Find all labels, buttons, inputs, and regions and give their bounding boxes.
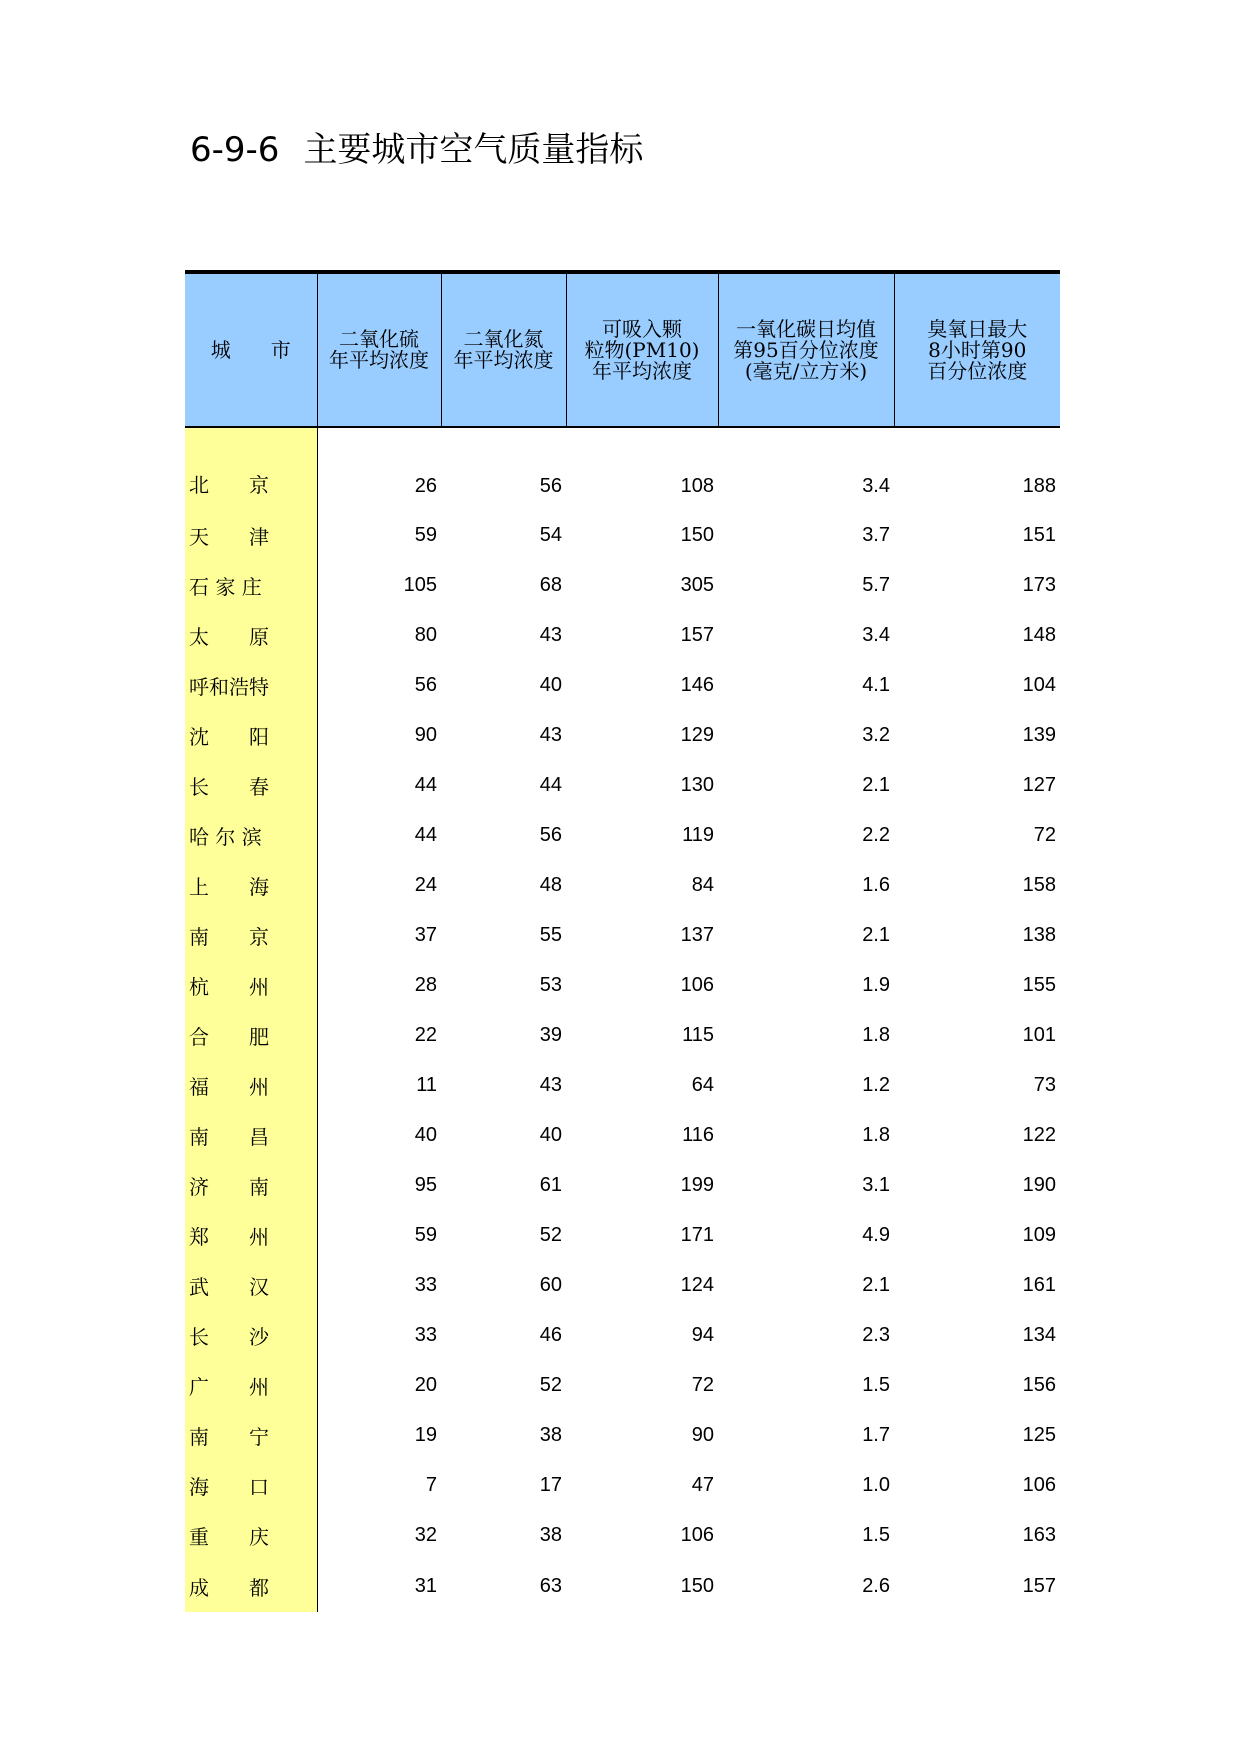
- table-row: [185, 1260, 1060, 1310]
- cell-o3: 72: [1033, 823, 1056, 846]
- cell-pm10: 47: [691, 1473, 714, 1496]
- column-header-co: 一氧化碳日均值 第95百分位浓度 (毫克/立方米): [718, 272, 894, 427]
- table-row: [185, 1510, 1060, 1560]
- cell-o3: 139: [1022, 723, 1056, 746]
- cell-pm10: 150: [680, 1574, 714, 1597]
- cell-pm10: 106: [680, 1523, 714, 1546]
- table-row: [185, 1310, 1060, 1360]
- table-row: [185, 1560, 1060, 1612]
- cell-no2: 39: [539, 1023, 562, 1046]
- cell-co: 3.7: [862, 523, 890, 546]
- cell-o3: 148: [1022, 623, 1056, 646]
- header-row: [185, 272, 1060, 427]
- cell-so2: 40: [414, 1123, 437, 1146]
- cell-city: 广 州: [185, 1360, 317, 1410]
- cell-no2: 38: [539, 1423, 562, 1446]
- cell-so2: 19: [414, 1423, 437, 1446]
- cell-no2: 43: [539, 1073, 562, 1096]
- cell-pm10: 130: [680, 773, 714, 796]
- table-row: [185, 710, 1060, 760]
- cell-co: 2.2: [862, 823, 890, 846]
- cell-city: 天 津: [185, 510, 317, 560]
- cell-city: 呼和浩特: [185, 660, 317, 710]
- cell-co: 5.7: [862, 573, 890, 596]
- cell-co: 1.8: [862, 1023, 890, 1046]
- cell-city: 杭 州: [185, 960, 317, 1010]
- cell-so2: 105: [403, 573, 437, 596]
- cell-city: 南 昌: [185, 1110, 317, 1160]
- cell-no2: 48: [539, 873, 562, 896]
- cell-o3: 122: [1022, 1123, 1056, 1146]
- page-title: [190, 122, 643, 171]
- cell-no2: 46: [539, 1323, 562, 1346]
- table-row: [185, 427, 1060, 510]
- column-header-pm10: 可吸入颗 粒物(PM10) 年平均浓度: [566, 272, 718, 427]
- table-title: 主要城市空气质量指标: [303, 130, 644, 170]
- cell-pm10: 171: [680, 1223, 714, 1246]
- cell-so2: 90: [414, 723, 437, 746]
- table-row: [185, 1360, 1060, 1410]
- cell-o3: 134: [1022, 1323, 1056, 1346]
- cell-co: 1.5: [862, 1373, 890, 1396]
- cell-no2: 52: [539, 1373, 562, 1396]
- cell-no2: 17: [539, 1473, 562, 1496]
- table-row: [185, 610, 1060, 660]
- cell-city: 太 原: [185, 610, 317, 660]
- cell-o3: 157: [1022, 1574, 1056, 1597]
- cell-o3: 188: [1022, 475, 1056, 497]
- cell-pm10: 199: [680, 1173, 714, 1196]
- table-row: [185, 910, 1060, 960]
- cell-so2: 24: [414, 873, 437, 896]
- table-code: 6-9-6: [190, 130, 280, 170]
- cell-pm10: 72: [691, 1373, 714, 1396]
- cell-no2: 40: [539, 1123, 562, 1146]
- column-header-city: 城 市: [185, 272, 317, 427]
- cell-city: 合 肥: [185, 1010, 317, 1060]
- cell-city: 济 南: [185, 1160, 317, 1210]
- cell-co: 1.5: [862, 1523, 890, 1546]
- cell-so2: 37: [414, 923, 437, 946]
- cell-so2: 22: [414, 1023, 437, 1046]
- column-header-so2: 二氧化硫 年平均浓度: [317, 272, 441, 427]
- cell-city: 哈 尔 滨: [185, 810, 317, 860]
- cell-pm10: 119: [682, 823, 714, 846]
- cell-pm10: 106: [680, 973, 714, 996]
- cell-co: 3.2: [862, 723, 890, 746]
- cell-no2: 55: [539, 923, 562, 946]
- cell-o3: 125: [1022, 1423, 1056, 1446]
- cell-o3: 155: [1022, 973, 1056, 996]
- cell-city: 郑 州: [185, 1210, 317, 1260]
- cell-pm10: 305: [680, 573, 714, 596]
- cell-so2: 11: [416, 1073, 437, 1096]
- table-row: [185, 760, 1060, 810]
- cell-co: 1.8: [862, 1123, 890, 1146]
- cell-no2: 54: [539, 523, 562, 546]
- table-row: [185, 510, 1060, 560]
- cell-o3: 138: [1022, 923, 1056, 946]
- cell-no2: 38: [539, 1523, 562, 1546]
- cell-o3: 104: [1022, 673, 1056, 696]
- cell-no2: 63: [539, 1574, 562, 1597]
- cell-pm10: 115: [682, 1023, 714, 1046]
- table-body: [185, 427, 1060, 1612]
- cell-co: 4.1: [862, 673, 890, 696]
- cell-no2: 40: [539, 673, 562, 696]
- cell-so2: 44: [414, 773, 437, 796]
- cell-co: 2.3: [862, 1323, 890, 1346]
- cell-pm10: 94: [691, 1323, 714, 1346]
- table-row: [185, 1460, 1060, 1510]
- table-row: [185, 1060, 1060, 1110]
- cell-co: 1.6: [862, 873, 890, 896]
- cell-co: 3.4: [862, 475, 890, 497]
- cell-so2: 56: [414, 673, 437, 696]
- cell-city: 福 州: [185, 1060, 317, 1110]
- cell-co: 1.0: [862, 1473, 890, 1496]
- table-row: [185, 660, 1060, 710]
- cell-city: 北 京: [185, 427, 317, 510]
- cell-city: 重 庆: [185, 1510, 317, 1560]
- cell-o3: 151: [1022, 523, 1056, 546]
- cell-so2: 26: [414, 475, 437, 497]
- table-row: [185, 810, 1060, 860]
- cell-pm10: 116: [682, 1123, 714, 1146]
- table-row: [185, 560, 1060, 610]
- cell-no2: 56: [539, 475, 562, 497]
- cell-so2: 28: [414, 973, 437, 996]
- cell-pm10: 150: [680, 523, 714, 546]
- cell-o3: 156: [1022, 1373, 1056, 1396]
- table-row: [185, 1160, 1060, 1210]
- cell-no2: 61: [539, 1173, 562, 1196]
- cell-o3: 161: [1022, 1273, 1056, 1296]
- cell-no2: 60: [539, 1273, 562, 1296]
- cell-o3: 106: [1022, 1473, 1056, 1496]
- cell-city: 石 家 庄: [185, 560, 317, 610]
- cell-pm10: 108: [680, 475, 714, 497]
- cell-so2: 59: [414, 1223, 437, 1246]
- cell-city: 上 海: [185, 860, 317, 910]
- cell-no2: 44: [539, 773, 562, 796]
- cell-o3: 163: [1022, 1523, 1056, 1546]
- cell-no2: 53: [539, 973, 562, 996]
- table-row: [185, 1210, 1060, 1260]
- table-row: [185, 1110, 1060, 1160]
- cell-o3: 127: [1022, 773, 1056, 796]
- air-quality-table: [185, 270, 1060, 1612]
- cell-so2: 20: [414, 1373, 437, 1396]
- table-row: [185, 860, 1060, 910]
- cell-o3: 101: [1022, 1023, 1056, 1046]
- cell-pm10: 124: [680, 1273, 714, 1296]
- cell-o3: 173: [1022, 573, 1056, 596]
- cell-co: 2.1: [862, 923, 890, 946]
- air-quality-table-container: [185, 270, 1060, 1612]
- cell-co: 2.6: [862, 1574, 890, 1597]
- cell-co: 1.7: [862, 1423, 890, 1446]
- cell-co: 2.1: [862, 773, 890, 796]
- cell-so2: 32: [414, 1523, 437, 1546]
- cell-city: 沈 阳: [185, 710, 317, 760]
- cell-o3: 190: [1022, 1173, 1056, 1196]
- cell-pm10: 146: [680, 673, 714, 696]
- cell-no2: 56: [539, 823, 562, 846]
- cell-pm10: 84: [691, 873, 714, 896]
- cell-city: 武 汉: [185, 1260, 317, 1310]
- cell-no2: 43: [539, 723, 562, 746]
- cell-co: 1.9: [862, 973, 890, 996]
- table-row: [185, 1410, 1060, 1460]
- cell-pm10: 137: [680, 923, 714, 946]
- cell-city: 南 宁: [185, 1410, 317, 1460]
- cell-so2: 33: [414, 1323, 437, 1346]
- column-header-no2: 二氧化氮 年平均浓度: [441, 272, 566, 427]
- cell-city: 海 口: [185, 1460, 317, 1510]
- table-row: [185, 1010, 1060, 1060]
- cell-city: 成 都: [185, 1560, 317, 1612]
- cell-o3: 73: [1033, 1073, 1056, 1096]
- cell-so2: 7: [425, 1473, 437, 1496]
- cell-so2: 80: [414, 623, 437, 646]
- cell-co: 3.4: [862, 623, 890, 646]
- cell-no2: 43: [539, 623, 562, 646]
- cell-city: 长 沙: [185, 1310, 317, 1360]
- cell-so2: 31: [414, 1574, 437, 1597]
- cell-co: 1.2: [862, 1073, 890, 1096]
- cell-so2: 33: [414, 1273, 437, 1296]
- cell-so2: 59: [414, 523, 437, 546]
- cell-city: 南 京: [185, 910, 317, 960]
- column-header-o3: 臭氧日最大 8小时第90 百分位浓度: [894, 272, 1060, 427]
- cell-no2: 52: [539, 1223, 562, 1246]
- cell-so2: 95: [414, 1173, 437, 1196]
- cell-so2: 44: [414, 823, 437, 846]
- cell-o3: 109: [1022, 1223, 1056, 1246]
- table-row: [185, 960, 1060, 1010]
- cell-co: 4.9: [862, 1223, 890, 1246]
- cell-co: 2.1: [862, 1273, 890, 1296]
- cell-pm10: 129: [680, 723, 714, 746]
- cell-o3: 158: [1022, 873, 1056, 896]
- cell-pm10: 64: [691, 1073, 714, 1096]
- cell-pm10: 90: [691, 1423, 714, 1446]
- cell-pm10: 157: [680, 623, 714, 646]
- cell-city: 长 春: [185, 760, 317, 810]
- cell-co: 3.1: [862, 1173, 890, 1196]
- cell-no2: 68: [539, 573, 562, 596]
